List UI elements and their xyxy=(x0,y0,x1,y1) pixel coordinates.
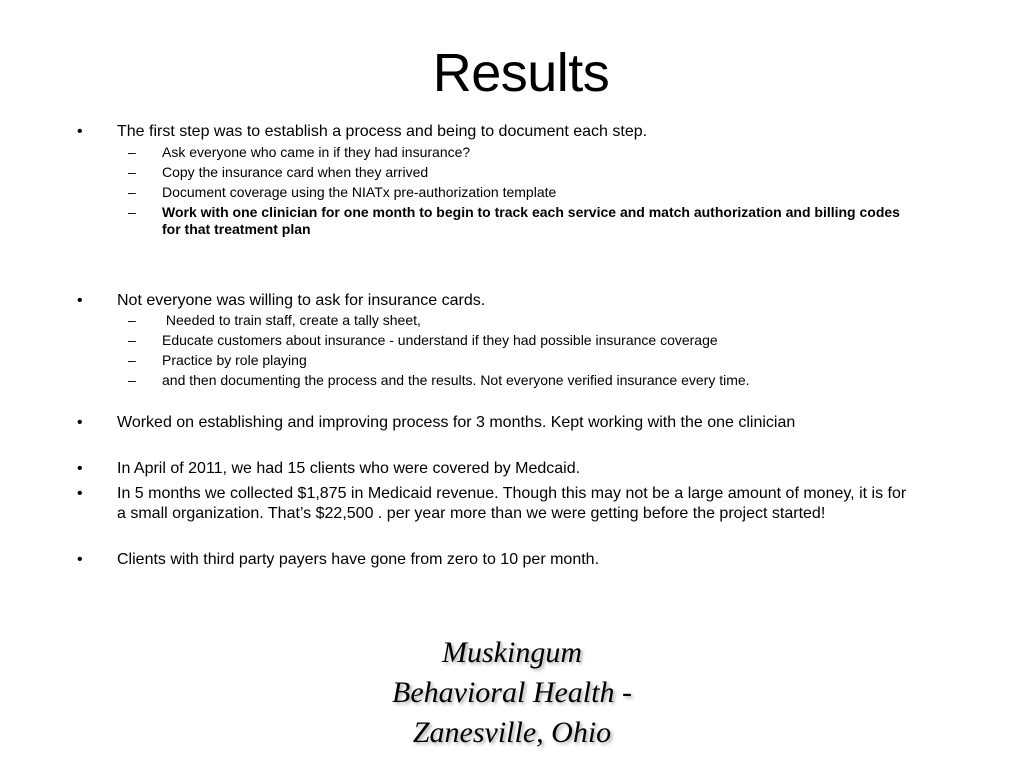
bullet-icon: • xyxy=(77,123,83,140)
sub-bullet-text: Copy the insurance card when they arrived xyxy=(162,163,429,180)
slide-body xyxy=(76,122,916,570)
slide-title: Results xyxy=(432,43,610,103)
dash-icon: – xyxy=(128,163,136,180)
sub-bullet-item xyxy=(76,332,916,349)
sub-bullet-item xyxy=(76,144,916,161)
sub-bullet-text: Needed to train staff, create a tally sheet, xyxy=(162,312,421,328)
bullet-item xyxy=(76,291,916,311)
sub-bullet-text: Work with one clinician for one month to begin to track each service and match authorization and billing codes for that treatment plan xyxy=(162,203,900,237)
caption-line: Muskingum xyxy=(442,636,582,669)
bullet-text: In April of 2011, we had 15 clients who were covered by Medcaid. xyxy=(117,459,581,477)
sub-bullet-text: Practice by role playing xyxy=(162,352,307,368)
bullet-item xyxy=(76,413,916,433)
dash-icon: – xyxy=(128,352,136,368)
bullet-item xyxy=(76,459,916,479)
sub-bullet-item xyxy=(76,312,916,329)
bullet-item xyxy=(76,122,916,142)
bullet-icon: • xyxy=(77,459,83,477)
bullet-icon: • xyxy=(77,485,83,502)
bullet-icon: • xyxy=(77,291,83,309)
sub-bullet-item xyxy=(76,372,916,389)
organization-caption xyxy=(312,633,712,753)
sub-bullet-text: Document coverage using the NIATx pre-authorization template xyxy=(162,183,557,200)
bullet-text: Not everyone was willing to ask for insurance cards. xyxy=(117,291,486,309)
bullet-text: The first step was to establish a process and being to document each step. xyxy=(117,123,648,140)
sub-bullet-item xyxy=(76,164,916,181)
sub-bullet-text: and then documenting the process and the results. Not everyone verified insurance every time. xyxy=(162,372,750,388)
bullet-item xyxy=(76,550,916,570)
dash-icon: – xyxy=(128,332,136,348)
dash-icon: – xyxy=(128,203,136,220)
dash-icon: – xyxy=(128,143,136,160)
dash-icon: – xyxy=(128,372,136,388)
bullet-text: In 5 months we collected $1,875 in Medicaid revenue. Though this may not be a large amount of money, it is for a small organization. That’s $22,500 . per year more than we were getting before the project started! xyxy=(117,485,907,522)
bullet-text: Worked on establishing and improving process for 3 months. Kept working with the one clinician xyxy=(117,414,796,431)
caption-line: Zanesville, Ohio xyxy=(412,716,612,749)
bullet-icon: • xyxy=(77,551,83,568)
dash-icon: – xyxy=(128,183,136,200)
sub-bullet-text: Ask everyone who came in if they had insurance? xyxy=(162,143,471,160)
sub-bullet-item xyxy=(76,204,916,238)
sub-bullet-item xyxy=(76,184,916,201)
caption-line: Behavioral Health - xyxy=(392,676,632,709)
bullet-item xyxy=(76,484,916,523)
sub-bullet-item xyxy=(76,352,916,369)
sub-bullet-text: Educate customers about insurance - understand if they had possible insurance coverage xyxy=(162,332,718,348)
dash-icon: – xyxy=(128,312,136,328)
bullet-text: Clients with third party payers have gone from zero to 10 per month. xyxy=(117,551,600,568)
bullet-icon: • xyxy=(77,414,83,431)
